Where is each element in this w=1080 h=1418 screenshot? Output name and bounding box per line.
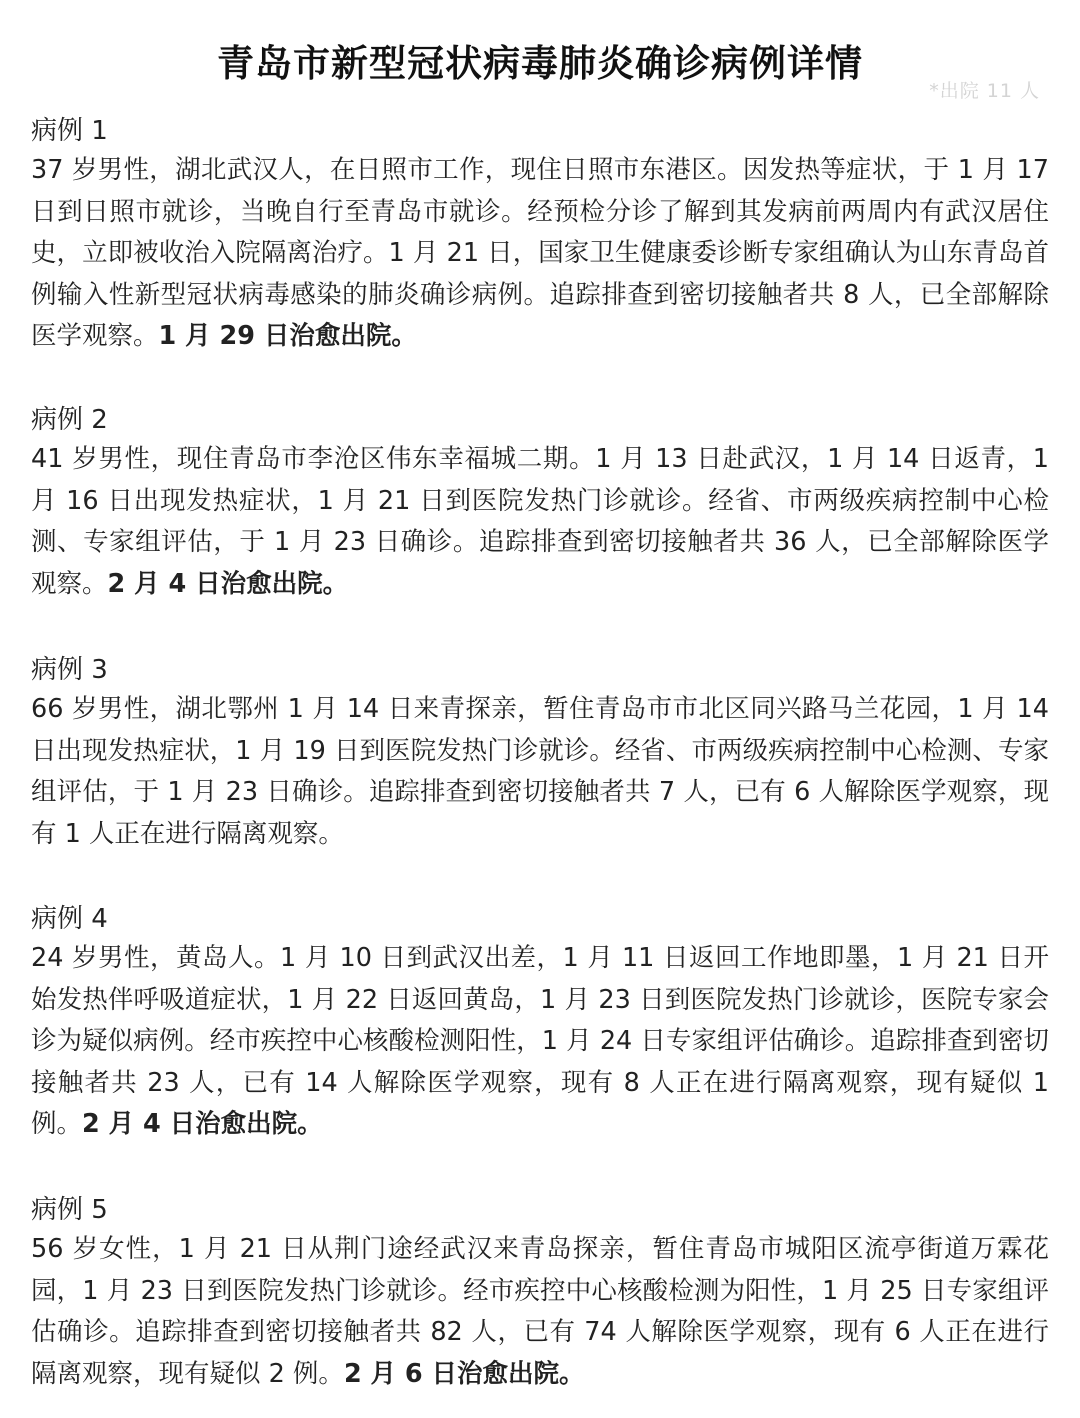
case-2-discharge: 2 月 4 日治愈出院。	[107, 568, 349, 599]
case-2-text: 41 岁男性，现住青岛市李沧区伟东幸福城二期。1 月 13 日赴武汉，1 月 14 日返青，1 月 16 日出现发热症状，1 月 21 日到医院发热门诊就诊。经省、市两级疾病控制中心检测、专家组评估，于 1 月 23 日确诊。追踪排查到密切接触者共 36 人，已全部解除医学观察。	[31, 444, 1049, 599]
case-1-details	[31, 150, 1049, 358]
case-4-text: 24 岁男性，黄岛人。1 月 10 日到武汉出差，1 月 11 日返回工作地即墨，1 月 21 日开始发热伴呼吸道症状，1 月 22 日返回黄岛，1 月 23 日到医院发热门诊就诊，医院专家会诊为疑似病例。经市疾控中心核酸检测阳性，1 月 24 日专家组评估确诊。追踪排查到密切接触者共 23 人，已有 14 人解除医学观察，现有 8 人正在进行隔离观察，现有疑似 1 例。	[31, 943, 1049, 1139]
case-5-text: 56 岁女性，1 月 21 日从荆门途经武汉来青岛探亲，暂住青岛市城阳区流亭街道万霖花园，1 月 23 日到医院发热门诊就诊。经市疾控中心核酸检测为阳性，1 月 25 日专家组评估确诊。追踪排查到密切接触者共 82 人，已有 74 人解除医学观察，现有 6 人正在进行隔离观察，现有疑似 2 例。	[31, 1234, 1049, 1389]
case-3-text: 66 岁男性，湖北鄂州 1 月 14 日来青探亲，暂住青岛市市北区同兴路马兰花园，1 月 14 日出现发热症状，1 月 19 日到医院发热门诊就诊。经省、市两级疾病控制中心检测、专家组评估，于 1 月 23 日确诊。追踪排查到密切接触者共 7 人，已有 6 人解除医学观察，现有 1 人正在进行隔离观察。	[31, 694, 1049, 849]
case-1-text: 37 岁男性，湖北武汉人，在日照市工作，现住日照市东港区。因发热等症状，于 1 月 17 日到日照市就诊，当晚自行至青岛市就诊。经预检分诊了解到其发病前两周内有武汉居住史，立即被收治入院隔离治疗。1 月 21 日，国家卫生健康委诊断专家组确认为山东青岛首例输入性新型冠状病毒感染的肺炎确诊病例。追踪排查到密切接触者共 8 人，已全部解除医学观察。	[31, 155, 1049, 351]
case-1-discharge: 1 月 29 日治愈出院。	[158, 321, 417, 351]
case-3	[31, 651, 1049, 855]
case-4	[31, 900, 1049, 1146]
discharged-count-watermark: *出院 11 人	[929, 80, 1040, 102]
case-5-discharge: 2 月 6 日治愈出院。	[343, 1358, 585, 1389]
case-3-details	[31, 689, 1049, 855]
case-4-discharge: 2 月 4 日治愈出院。	[82, 1109, 323, 1139]
case-1-heading: 病例 1	[31, 116, 108, 146]
case-2	[31, 401, 1049, 605]
case-5-heading: 病例 5	[31, 1195, 108, 1225]
case-2-heading: 病例 2	[31, 405, 108, 435]
case-2-details	[31, 439, 1049, 605]
page-title: 青岛市新型冠状病毒肺炎确诊病例详情	[217, 41, 863, 85]
case-5-details	[31, 1229, 1049, 1395]
case-4-heading: 病例 4	[31, 904, 108, 934]
case-5	[31, 1191, 1049, 1395]
case-3-heading: 病例 3	[31, 655, 108, 685]
case-4-details	[31, 938, 1049, 1146]
case-1	[31, 112, 1049, 358]
